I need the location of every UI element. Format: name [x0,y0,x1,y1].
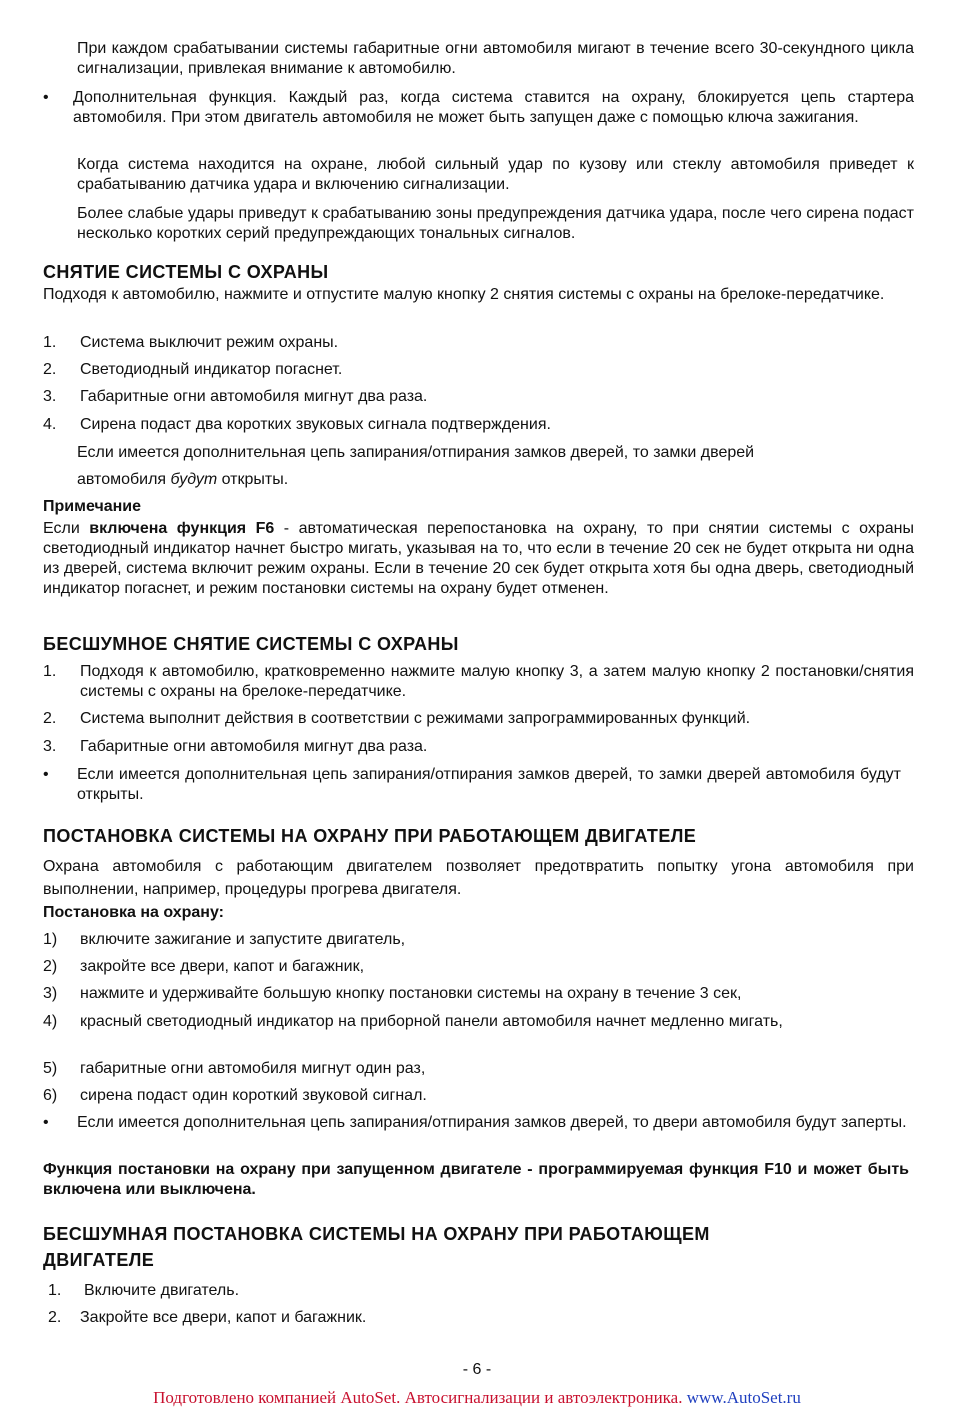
list-item: включите зажигание и запустите двигатель, [80,931,406,948]
disarm-extra-text: автомобиля [77,471,171,488]
list-item-number: 3. [43,388,57,405]
disarm-extra-line-2 [77,470,288,490]
intro-paragraph-2: Дополнительная функция. Каждый раз, когда система ставится на охрану, блокируется цепь стартера автомобиля. При этом двигатель автомобиля не может быть запущен даже с помощью ключа зажигания. [73,89,914,126]
section-heading-disarm: СНЯТИЕ СИСТЕМЫ С ОХРАНЫ [43,262,329,282]
section-heading-arm-engine: ПОСТАНОВКА СИСТЕМЫ НА ОХРАНУ ПРИ РАБОТАЮЩЕМ ДВИГАТЕЛЕ [43,826,697,846]
list-item-number: 2. [43,710,57,727]
bullet-marker: • [43,1114,49,1131]
list-item-number: 1. [48,1282,62,1299]
list-item-number: 3) [43,985,58,1002]
list-item: Если имеется дополнительная цепь запирания/отпирания замков дверей, то двери автомобиля будут заперты. [77,1114,907,1131]
disarm-extra-text-end: открыты. [217,471,289,488]
note-text: Если [43,520,90,537]
list-item: Светодиодный индикатор погаснет. [80,361,343,378]
list-item-number: 1) [43,931,58,948]
list-item: Если имеется дополнительная цепь запирания/отпирания замков дверей, то замки дверей автомобиля будут открыты. [77,766,901,803]
arm-engine-subheading: Постановка на охрану: [43,904,224,921]
list-item: закройте все двери, капот и багажник, [80,958,365,975]
list-item-number: 4) [43,1013,58,1030]
arm-engine-bold-note: Функция постановки на охрану при запущенном двигателе - программируемая функция F10 и может быть включена или выключена. [43,1161,909,1198]
list-item: габаритные огни автомобиля мигнут один раз, [80,1060,426,1077]
list-item: Габаритные огни автомобиля мигнут два раза. [80,388,428,405]
list-item: красный светодиодный индикатор на приборной панели автомобиля начнет медленно мигать, [80,1013,783,1030]
list-item-number: 2. [48,1309,62,1326]
list-item: Подходя к автомобилю, кратковременно нажмите малую кнопку 3, а затем малую кнопку 2 постановки/снятия системы с охраны на брелоке-передатчике. [80,663,914,700]
list-item: Габаритные огни автомобиля мигнут два раза. [80,738,428,755]
intro-paragraph-3: Когда система находится на охране, любой сильный удар по кузову или стеклу автомобиля приведет к срабатыванию датчика удара и включению сигнализации. [77,156,914,193]
disarm-extra-italic: будут [170,471,218,488]
list-item: Система выключит режим охраны. [80,334,339,351]
note-title: Примечание [43,498,142,515]
list-item: Включите двигатель. [84,1282,240,1299]
footer [0,1388,954,1408]
list-item-number: 6) [43,1087,58,1104]
list-item: сирена подаст один короткий звуковой сигнал. [80,1087,427,1104]
list-item: нажмите и удерживайте большую кнопку постановки системы на охрану в течение 3 сек, [80,985,742,1002]
footer-text: Подготовлено компанией AutoSet. Автосигнализации и автоэлектроника. [153,1388,687,1407]
disarm-extra-line-1: Если имеется дополнительная цепь запирания/отпирания замков дверей, то замки дверей [77,444,755,461]
list-item-number: 3. [43,738,57,755]
list-item: Сирена подаст два коротких звуковых сигнала подтверждения. [80,416,551,433]
list-item-number: 2. [43,361,57,378]
page-number: - 6 - [462,1361,492,1378]
note-paragraph [43,519,914,599]
note-text-rest: - автоматическая перепостановка на охрану, то при снятии системы с охраны светодиодный индикатор начнет быстро мигать, указывая на то, что если в течение 20 сек не будет открыта ни одна из дверей, система включит режим охраны. Если в течение 20 сек будет открыта хотя бы одна дверь, светодиодный индикатор погаснет, и режим постановки системы на охрану будет отменен. [43,520,915,597]
heading-line-2: ДВИГАТЕЛЕ [43,1250,155,1270]
note-bold-function: включена функция F6 [89,520,275,537]
list-item-number: 1. [43,663,57,680]
intro-paragraph-1: При каждом срабатывании системы габаритные огни автомобиля мигают в течение всего 30-секундного цикла сигнализации, привлекая внимание к автомобилю. [77,40,914,77]
heading-line-1: БЕСШУМНАЯ ПОСТАНОВКА СИСТЕМЫ НА ОХРАНУ ПРИ РАБОТАЮЩЕМ [43,1224,710,1244]
list-item-number: 1. [43,334,57,351]
list-item-number: 5) [43,1060,58,1077]
arm-engine-intro: Охрана автомобиля с работающим двигателем позволяет предотвратить попытку угона автомобиля при выполнении, например, процедуры прогрева двигателя. [43,858,914,898]
section-heading-silent-arm-engine [43,1221,710,1273]
intro-paragraph-4: Более слабые удары приведут к срабатыванию зоны предупреждения датчика удара, после чего сирена подаст несколько коротких серий предупреждающих тональных сигналов. [77,205,914,242]
section-heading-silent-disarm: БЕСШУМНОЕ СНЯТИЕ СИСТЕМЫ С ОХРАНЫ [43,634,459,654]
list-item: Система выполнит действия в соответствии с режимами запрограммированных функций. [80,710,751,727]
list-item-number: 2) [43,958,58,975]
disarm-intro: Подходя к автомобилю, нажмите и отпустите малую кнопку 2 снятия системы с охраны на брелоке-передатчике. [43,286,885,303]
bullet-marker: • [43,766,49,783]
list-item: Закройте все двери, капот и багажник. [80,1309,367,1326]
list-item-number: 4. [43,416,57,433]
footer-url-link[interactable]: www.AutoSet.ru [686,1388,801,1407]
bullet-marker: • [43,89,49,106]
